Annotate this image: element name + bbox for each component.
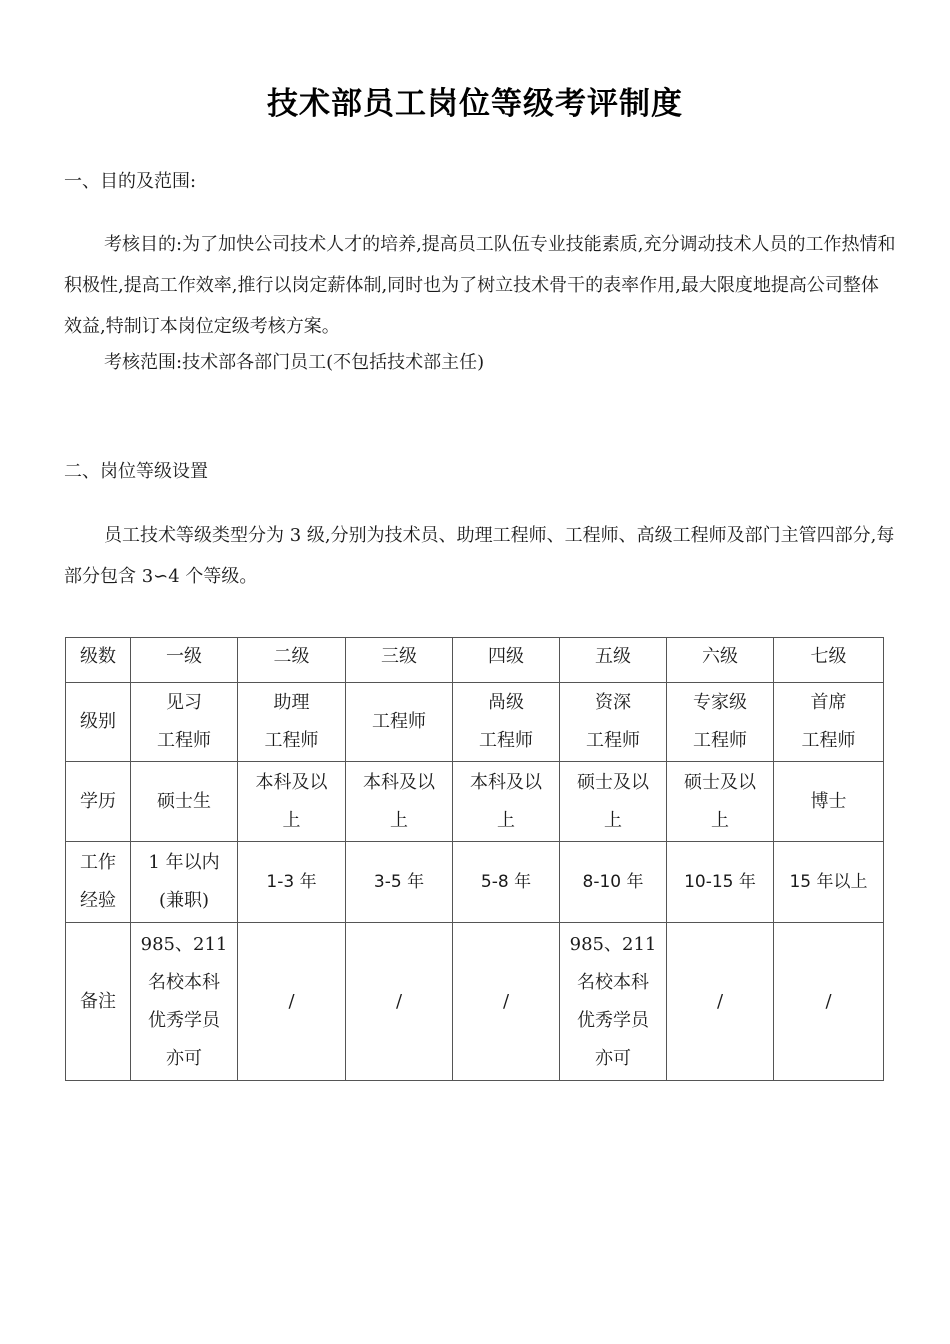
cell-line: 优秀学员 [148,1009,220,1031]
cell-line: 硕士及以 [577,771,649,793]
cell-line: 本科及以 [470,771,542,793]
cell-line: 名校本科 [148,971,220,993]
cell-line: 985、211 [140,933,228,955]
cell-line: / [395,990,403,1012]
row-label-cell: 备注 [66,923,131,1081]
cell-line: / [288,990,295,1012]
cell-line: 经验 [80,890,116,911]
cell-line: 工程师 [693,730,747,751]
remark-row [66,923,884,1081]
header-cell: 七级 [774,638,884,683]
header-cell: 五级 [560,638,667,683]
cell-line: 工程师 [479,730,533,751]
table-cell [667,762,774,842]
cell-line: 工程师 [157,730,211,751]
cell-line: 本科及以 [255,771,328,793]
row-label-cell: 级别 [66,683,131,762]
cell-line: 工程师 [801,730,856,751]
table-cell [238,842,346,923]
cell-line: 亦可 [595,1047,631,1069]
cell-line: 工程师 [372,711,426,732]
table-cell [453,683,560,762]
table-cell [453,762,560,842]
cell-line: 5-8 年 [480,872,532,892]
section-heading-grade-setup: 二、岗位等级设置 [64,461,208,482]
cell-line: 亦可 [166,1047,202,1069]
cell-line: 3-5 年 [373,872,425,892]
section-heading-purpose-scope: 一、目的及范围: [64,171,197,192]
grade-table [65,637,884,1081]
table-cell [667,842,774,923]
table-cell [238,923,346,1081]
table-cell [131,842,238,923]
cell-line: 硕士生 [157,790,211,812]
table-cell [131,923,238,1081]
table-cell [667,683,774,762]
table-cell [774,923,884,1081]
row-label-cell [66,842,131,923]
table-cell [774,842,884,923]
cell-line: 名校本科 [577,971,649,993]
cell-line: 10-15 年 [684,872,756,892]
table-cell [453,842,560,923]
cell-line: 上 [390,809,408,831]
title-row [66,683,884,762]
page-title: 技术部员工岗位等级考评制度 [267,86,683,122]
cell-line: 1 年以内 [148,852,220,873]
table-cell [560,762,667,842]
education-row [66,762,884,842]
purpose-paragraph: 考核目的:为了加快公司技术人才的培养,提高员工队伍专业技能素质,充分调动技术人员的工作热情和积极性,提高工作效率,推行以岗定薪体制,同时也为了树立技术骨干的表率作用,最大限度地提高公司整体效益,特制订本岗位定级考核方案。 [64,234,896,337]
cell-line: 专家级 [693,692,747,713]
table-cell [346,683,453,762]
table-cell [238,683,346,762]
table-cell [346,762,453,842]
cell-line: 优秀学员 [577,1009,649,1031]
cell-line: 助理 [273,692,310,713]
cell-line: 上 [604,809,622,831]
cell-line: 首席 [810,692,847,713]
table-cell [774,762,884,842]
table-cell [667,923,774,1081]
cell-line: 硕士及以 [684,771,756,793]
cell-line: 咼级 [488,692,524,713]
cell-line: / [502,990,510,1012]
header-cell: 六级 [667,638,774,683]
table-cell [346,923,453,1081]
header-cell: 二级 [238,638,346,683]
cell-line: 上 [711,809,729,831]
row-label-cell: 学历 [66,762,131,842]
table-cell [346,842,453,923]
cell-line: 8-10 年 [582,872,644,892]
cell-line: 本科及以 [363,771,435,793]
cell-line: 985、211 [569,933,657,955]
experience-row [66,842,884,923]
cell-line: (兼职) [158,890,210,911]
header-cell: 级数 [66,638,131,683]
cell-line: 上 [282,809,301,831]
table-cell [560,842,667,923]
header-cell: 一级 [131,638,238,683]
table-cell [453,923,560,1081]
cell-line: 上 [497,809,515,831]
table-cell [774,683,884,762]
table-cell [560,923,667,1081]
cell-line: 博士 [810,790,847,812]
grade-setup-paragraph: 员工技术等级类型分为 3 级,分别为技术员、助理工程师、工程师、高级工程师及部门主管四部分,每部分包含 3∽4 个等级。 [64,525,895,587]
header-cell: 四级 [453,638,560,683]
cell-line: / [825,990,832,1012]
cell-line: 工程师 [586,730,640,751]
table-cell [131,683,238,762]
table-cell [238,762,346,842]
table-cell [560,683,667,762]
cell-line: 资深 [595,692,631,713]
cell-line: 工程师 [264,730,319,751]
cell-line: 1-3 年 [266,872,317,892]
cell-line: 见习 [166,692,202,713]
cell-line: 15 年以上 [789,872,868,892]
scope-paragraph: 考核范围:技术部各部门员工(不包括技术部主任) [104,352,485,373]
cell-line: 工作 [80,852,116,873]
table-cell [131,762,238,842]
cell-line: / [716,990,724,1012]
header-row [66,638,884,683]
header-cell: 三级 [346,638,453,683]
